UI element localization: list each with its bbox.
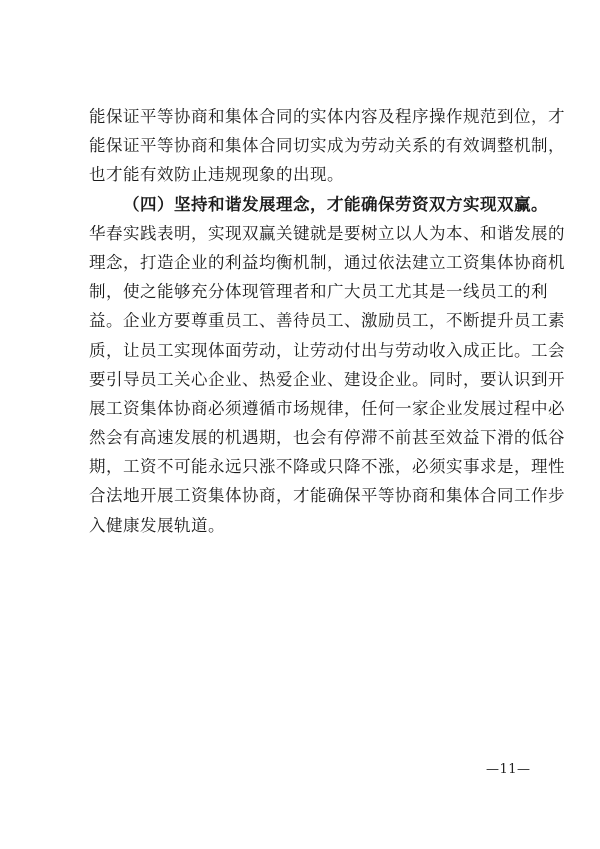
- text-line: 然会有高速发展的机遇期，也会有停滞不前甚至效益下滑的低谷: [89, 428, 565, 448]
- document-body: [89, 102, 565, 540]
- text-line: 期，工资不可能永远只涨不降或只降不涨，必须实事求是，理性: [89, 457, 565, 477]
- text-line: 入健康发展轨道。: [89, 515, 225, 535]
- text-line: 展工资集体协商必须遵循市场规律，任何一家企业发展过程中必: [89, 398, 565, 418]
- page-number: —11—: [486, 762, 531, 777]
- text-line: 要引导员工关心企业、热爱企业、建设企业。同时，要认识到开: [89, 369, 565, 389]
- text-line: 也才能有效防止违规现象的出现。: [89, 165, 344, 185]
- text-line: 华春实践表明，实现双赢关键就是要树立以人为本、和谐发展的: [89, 223, 565, 243]
- text-line: 质，让员工实现体面劳动，让劳动付出与劳动收入成正比。工会: [89, 340, 565, 360]
- paragraph-continuation: [89, 102, 565, 190]
- text-line: 理念，打造企业的利益均衡机制，通过依法建立工资集体协商机: [89, 252, 565, 272]
- text-line: 合法地开展工资集体协商，才能确保平等协商和集体合同工作步: [89, 486, 565, 506]
- paragraph-main: [89, 219, 565, 540]
- text-line: 益。企业方要尊重员工、善待员工、激励员工，不断提升员工素: [89, 311, 565, 331]
- section-heading: （四）坚持和谐发展理念，才能确保劳资双方实现双赢。: [123, 194, 548, 214]
- text-line: 能保证平等协商和集体合同的实体内容及程序操作规范到位，才: [89, 107, 565, 126]
- text-line: 制，使之能够充分体现管理者和广大员工尤其是一线员工的利: [89, 282, 548, 302]
- text-line: 能保证平等协商和集体合同切实成为劳动关系的有效调整机制，: [89, 136, 565, 156]
